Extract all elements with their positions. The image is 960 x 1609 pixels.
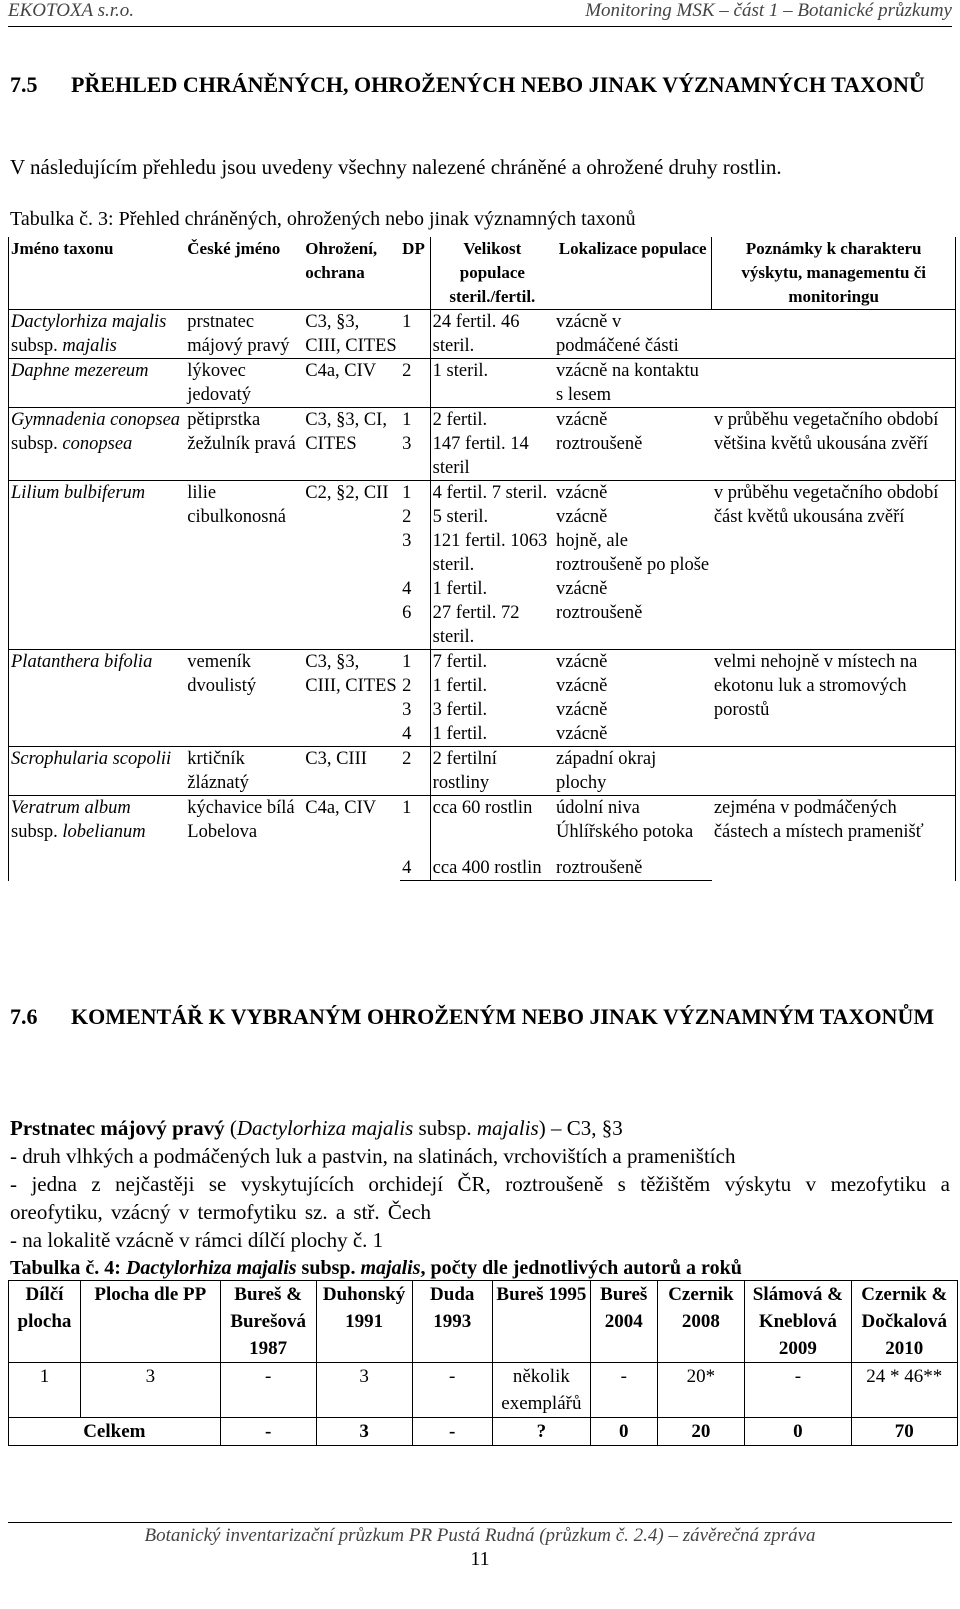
- dp: 1: [400, 310, 430, 359]
- localization: hojně, ale roztroušeně po ploše: [556, 531, 710, 575]
- table-cell: 3: [80, 1363, 220, 1418]
- table-cell: -: [412, 1418, 492, 1446]
- pop-size: 2 fertil.: [430, 408, 554, 433]
- col-header-czech: České jméno: [185, 237, 303, 310]
- localization: vzácně: [556, 507, 608, 527]
- localization: vzácně: [556, 724, 608, 744]
- threat: C3, §3, CIII, CITES: [305, 312, 397, 356]
- col-header: Czernik 2008: [657, 1281, 745, 1363]
- czech-name: kýchavice bílá Lobelova: [185, 796, 303, 881]
- localization: západní okraj plochy: [554, 747, 712, 796]
- czech-name: vemeník dvoulistý: [185, 650, 303, 747]
- dp: 2: [400, 674, 430, 698]
- protected-taxa-table: [8, 237, 956, 881]
- col-header: Slámová & Kneblová 2009: [745, 1281, 851, 1363]
- table-row: [9, 408, 956, 433]
- localization: vzácně: [556, 700, 608, 720]
- table-row: [9, 747, 956, 796]
- section-title: KOMENTÁŘ K VYBRANÝM OHROŽENÝM NEBO JINAK VÝZNAMNÝM TAXONŮM: [71, 1004, 935, 1029]
- intro-paragraph: V následujícím přehledu jsou uvedeny všechny nalezené chráněné a ohrožené druhy rostlin.: [10, 155, 782, 179]
- table-row: [9, 359, 956, 408]
- localization: roztroušeně: [554, 844, 712, 881]
- taxon-name: Daphne mezereum: [9, 359, 186, 408]
- taxon-line: - jedna z nejčastěji se vyskytujících orchidejí ČR, roztroušeně s těžištěm výskytu v mezofytiku a oreofytiku, vzácný v termofytiku sz. a stř. Čech: [10, 1172, 950, 1224]
- section-title: PŘEHLED CHRÁNĚNÝCH, OHROŽENÝCH NEBO JINAK VÝZNAMNÝCH TAXONŮ: [71, 72, 925, 97]
- table-header-row: [9, 237, 956, 310]
- col-header-dp: DP: [400, 237, 430, 310]
- taxon-name: Gymnadenia conopsea subsp. conopsea: [9, 408, 186, 481]
- czech-name: krtičník žláznatý: [185, 747, 303, 796]
- dp: 2: [400, 747, 430, 796]
- notes: [712, 310, 956, 359]
- notes: velmi nehojně v místech na ekotonu luk a stromových porostů: [712, 650, 956, 747]
- taxon-line: - na lokalitě vzácně v rámci dílčí plochy č. 1: [10, 1228, 384, 1252]
- taxon-name: Scrophularia scopolii: [9, 747, 186, 796]
- threat: C3, §3, CI, CITES: [303, 408, 400, 481]
- localization: vzácně: [556, 676, 608, 696]
- czech-name: lýkovec jedovatý: [185, 359, 303, 408]
- table-cell: -: [220, 1418, 316, 1446]
- pop-size: 5 steril.: [432, 507, 489, 527]
- table-cell: ?: [492, 1418, 590, 1446]
- header-company: EKOTOXA s.r.o.: [8, 0, 134, 21]
- threat: C3, CIII: [303, 747, 400, 796]
- col-header-size: Velikost populace steril./fertil.: [430, 237, 554, 310]
- taxon-name: Lilium bulbiferum: [9, 481, 186, 650]
- dp: 2: [400, 359, 430, 408]
- col-header-threat: Ohrožení, ochrana: [303, 237, 400, 310]
- dp: 2: [400, 505, 430, 529]
- section-7-6-heading: [10, 1002, 945, 1031]
- table-total-row: [9, 1418, 958, 1446]
- page-number: 11: [470, 1548, 490, 1570]
- table3-caption: Tabulka č. 3: Přehled chráněných, ohrožených nebo jinak významných taxonů: [10, 208, 636, 230]
- counts-table: [8, 1280, 958, 1446]
- notes: v průběhu vegetačního období část květů ukousána zvěří: [712, 481, 956, 650]
- col-header: Plocha dle PP: [80, 1281, 220, 1363]
- localization: roztroušeně: [556, 603, 643, 623]
- localization: vzácně: [556, 579, 608, 599]
- table-cell: 20: [657, 1418, 745, 1446]
- localization: vzácně na kontaktu s lesem: [554, 359, 712, 408]
- col-header: Bureš 2004: [590, 1281, 657, 1363]
- table-row: [9, 481, 956, 506]
- table-row: [9, 310, 956, 359]
- pop-size: 1 steril.: [430, 359, 554, 408]
- czech-name: pětiprstka žežulník pravá: [185, 408, 303, 481]
- threat: C2, §2, CII: [303, 481, 400, 650]
- localization: údolní niva Úhlířského potoka: [554, 796, 712, 845]
- localization: vzácně: [554, 481, 712, 506]
- dp: 4: [400, 722, 430, 747]
- pop-size: 2 fertilní rostliny: [430, 747, 554, 796]
- col-header: Duhonský 1991: [316, 1281, 412, 1363]
- table-cell: 20*: [657, 1363, 745, 1418]
- taxon-heading: Prstnatec májový pravý (Dactylorhiza majalis subsp. majalis) – C3, §3: [10, 1116, 623, 1140]
- table-cell: -: [590, 1363, 657, 1418]
- col-header: Bureš & Burešová 1987: [220, 1281, 316, 1363]
- table-cell: 3: [316, 1363, 412, 1418]
- dp: 3: [400, 432, 430, 481]
- pop-size: 27 fertil. 72 steril.: [432, 603, 520, 647]
- section-number: 7.5: [10, 72, 38, 97]
- table4-caption: Tabulka č. 4: Dactylorhiza majalis subsp. majalis, počty dle jednotlivých autorů a roků: [10, 1257, 742, 1279]
- page-footer: Botanický inventarizační průzkum PR Pustá Rudná (průzkum č. 2.4) – závěrečná zpráva: [8, 1522, 952, 1547]
- notes: [712, 359, 956, 408]
- table-cell: 0: [590, 1418, 657, 1446]
- notes: v průběhu vegetačního období většina květů ukousána zvěří: [712, 408, 956, 481]
- taxon-line: - druh vlhkých a podmáčených luk a pastvin, na slatinách, vrchovištích a prameništích: [10, 1144, 736, 1168]
- col-header: Dílčí plocha: [9, 1281, 81, 1363]
- dp: 3: [400, 529, 430, 577]
- dp: 6: [400, 601, 430, 650]
- table-cell: -: [220, 1363, 316, 1418]
- pop-size: 1 fertil.: [432, 724, 488, 744]
- table-row: [9, 650, 956, 675]
- dp: 4: [400, 577, 430, 601]
- pop-size: 7 fertil.: [430, 650, 554, 675]
- col-header-loc: Lokalizace populace: [554, 237, 712, 310]
- dp: 4: [400, 844, 430, 881]
- col-header-notes: Poznámky k charakteru výskytu, managementu či monitoringu: [712, 237, 956, 310]
- localization: vzácně: [554, 650, 712, 675]
- col-header: Czernik & Dočkalová 2010: [851, 1281, 957, 1363]
- pop-size: 4 fertil. 7 steril.: [430, 481, 554, 506]
- table-row: [9, 1363, 958, 1418]
- section-number: 7.6: [10, 1004, 38, 1029]
- pop-size: 3 fertil.: [432, 700, 488, 720]
- section-7-5-heading: [10, 70, 945, 99]
- table-cell: 0: [745, 1418, 851, 1446]
- czech-name: prstnatec májový pravý: [187, 312, 290, 356]
- col-header: Duda 1993: [412, 1281, 492, 1363]
- col-header-name: Jméno taxonu: [9, 237, 186, 310]
- table-cell: 24 * 46**: [851, 1363, 957, 1418]
- table-header-row: [9, 1281, 958, 1363]
- page-header: [8, 0, 952, 27]
- localization: vzácně v podmáčené části: [556, 312, 679, 356]
- pop-size: 121 fertil. 1063 steril.: [432, 531, 548, 575]
- pop-size: 1 fertil.: [432, 579, 488, 599]
- taxon-name: Veratrum album subsp. lobelianum: [9, 796, 186, 881]
- threat: C4a, CIV: [303, 359, 400, 408]
- header-project: Monitoring MSK – část 1 – Botanické průzkumy: [585, 0, 952, 21]
- pop-size: cca 400 rostlin: [430, 844, 554, 881]
- table-row: [9, 796, 956, 845]
- dp: 3: [400, 698, 430, 722]
- taxon-name: Platanthera bifolia: [9, 650, 186, 747]
- threat: C3, §3, CIII, CITES: [303, 650, 400, 747]
- taxon-name: Dactylorhiza majalis subsp. majalis: [9, 310, 186, 359]
- notes: [712, 747, 956, 796]
- total-label: Celkem: [9, 1418, 221, 1446]
- notes: zejména v podmáčených částech a místech pramenišť: [712, 796, 956, 881]
- dp: 1: [400, 408, 430, 433]
- table-cell: 3: [316, 1418, 412, 1446]
- col-header: Bureš 1995: [492, 1281, 590, 1363]
- pop-size: cca 60 rostlin: [430, 796, 554, 845]
- table-cell: 1: [9, 1363, 81, 1418]
- czech-name: lilie cibulkonosná: [185, 481, 303, 650]
- pop-size: 147 fertil. 14 steril: [432, 434, 529, 478]
- threat: C4a, CIV: [303, 796, 400, 881]
- table-cell: 70: [851, 1418, 957, 1446]
- dp: 1: [400, 481, 430, 506]
- localization: vzácně: [554, 408, 712, 433]
- table-cell: -: [745, 1363, 851, 1418]
- localization: roztroušeně: [556, 434, 643, 454]
- dp: 1: [400, 796, 430, 845]
- table-cell: několik exemplářů: [492, 1363, 590, 1418]
- pop-size: 24 fertil. 46 steril.: [432, 312, 520, 356]
- pop-size: 1 fertil.: [432, 676, 488, 696]
- dp: 1: [400, 650, 430, 675]
- table-cell: -: [412, 1363, 492, 1418]
